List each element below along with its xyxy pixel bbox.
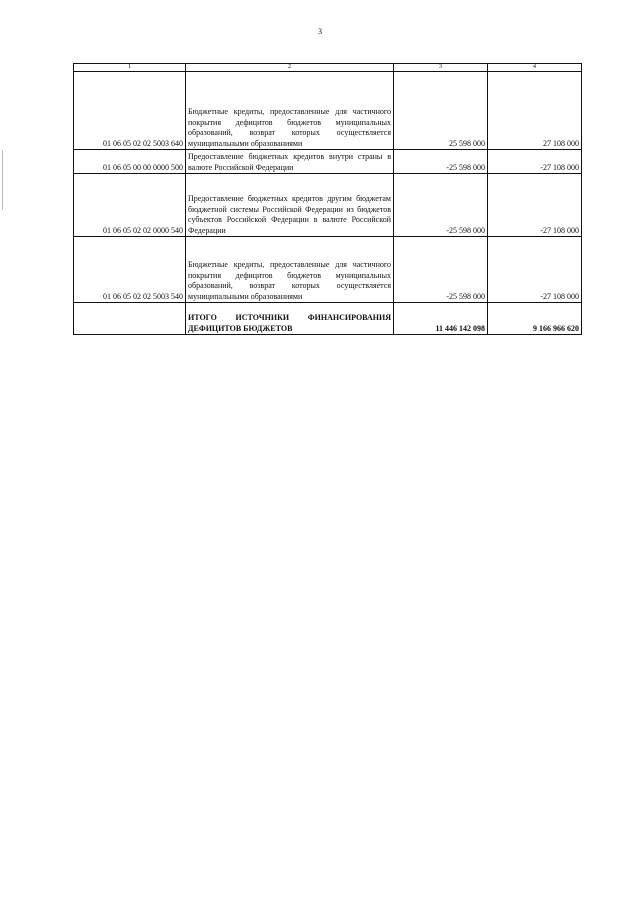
column-header-1: 1 — [74, 64, 186, 72]
total-col3-value: 11 446 142 098 — [394, 303, 488, 335]
row-col3-value: 25 598 000 — [394, 72, 488, 150]
row-name: Бюджетные кредиты, предоставленные для частичного покрытия дефицитов бюджетов муниципальных образований, возврат которых осуществляется муниципальными образованиями — [186, 72, 394, 150]
row-col3-value: -25 598 000 — [394, 237, 488, 303]
row-code: 01 06 05 00 00 0000 500 — [74, 150, 186, 174]
row-col4-value: 27 108 000 — [488, 72, 582, 150]
row-col3-value: -25 598 000 — [394, 150, 488, 174]
table-row — [74, 174, 582, 237]
total-label: ИТОГО ИСТОЧНИКИ ФИНАНСИРОВАНИЯ ДЕФИЦИТОВ БЮДЖЕТОВ — [186, 303, 394, 335]
row-col4-value: -27 108 000 — [488, 174, 582, 237]
table-row — [74, 150, 582, 174]
table-total-row — [74, 303, 582, 335]
table-row — [74, 72, 582, 150]
column-header-3: 3 — [394, 64, 488, 72]
row-code: 01 06 05 02 02 5003 540 — [74, 237, 186, 303]
column-header-2: 2 — [186, 64, 394, 72]
row-name: Бюджетные кредиты, предоставленные для частичного покрытия дефицитов бюджетов муниципальных образований, возврат которых осуществляется муниципальными образованиями — [186, 237, 394, 303]
row-name: Предоставление бюджетных кредитов другим бюджетам бюджетной системы Российской Федерации из бюджетов субъектов Российской Федерации в валюте Российской Федерации — [186, 174, 394, 237]
financing-sources-table — [73, 63, 582, 335]
total-code — [74, 303, 186, 335]
total-col4-value: 9 166 966 620 — [488, 303, 582, 335]
column-header-4: 4 — [488, 64, 582, 72]
row-code: 01 06 05 02 02 5003 640 — [74, 72, 186, 150]
table-row — [74, 237, 582, 303]
page-number: 3 — [318, 27, 322, 36]
row-col4-value: -27 108 000 — [488, 150, 582, 174]
row-col4-value: -27 108 000 — [488, 237, 582, 303]
row-code: 01 06 05 02 02 0000 540 — [74, 174, 186, 237]
table-header-row — [74, 64, 582, 72]
scan-edge-mark — [2, 150, 3, 210]
row-col3-value: -25 598 000 — [394, 174, 488, 237]
row-name: Предоставление бюджетных кредитов внутри страны в валюте Российской Федерации — [186, 150, 394, 174]
